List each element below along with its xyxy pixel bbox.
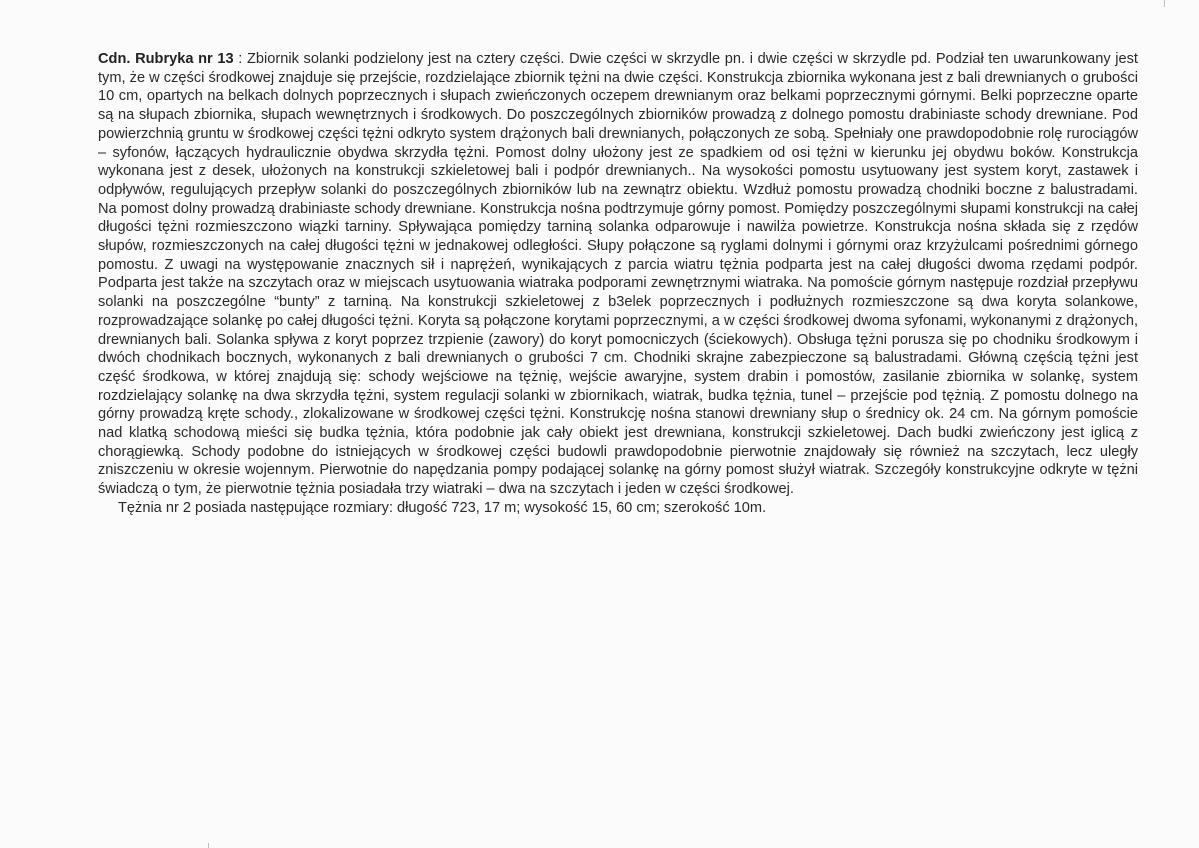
section-heading: Cdn. Rubryka nr 13 (98, 51, 234, 67)
document-text (98, 50, 1138, 518)
paragraph-body: Zbiornik solanki podzielony jest na cztery części. Dwie części w skrzydle pn. i dwie części w skrzydle pd. Podział ten uwarunkowany jest tym, że w części środkowej znajduje się przejście, rozdzielające zbiornik tężni na dwie części. Konstrukcja zbiornika wykonana jest z bali drewnianych o grubości 10 cm, opartych na belkach dolnych poprzecznych i słupach zwieńczonych oczepem drewnianym oraz belkami poprzecznymi górnymi. Belki poprzeczne oparte są na słupach zbiornika, słupach wewnętrznych i środkowych. Do poszczególnych zbiorników prowadzą z dolnego pomostu drabiniaste schody drewniane. Pod powierzchnią gruntu w środkowej części tężni odkryto system drążonych bali drewnianych, połączonych ze sobą. Spełniały one prawdopodobnie rolę rurociągów – syfonów, łączących hydraulicznie obydwa skrzydła tężni. Pomost dolny ułożony jest ze spadkiem od osi tężni w kierunku jej obydwu boków. Konstrukcja wykonana jest z desek, ułożonych na konstrukcji szkieletowej bali i podpór drewnianych.. Na wysokości pomostu usytuowany jest system koryt, zastawek i odpływów, regulujących przepływ solanki do poszczególnych zbiorników lub na zewnątrz obiektu. Wzdłuż pomostu prowadzą chodniki boczne z balustradami. Na pomost dolny prowadzą drabiniaste schody drewniane. Konstrukcja nośna podtrzymuje górny pomost. Pomiędzy poszczególnymi słupami konstrukcji na całej długości tężni rozmieszczono wiązki tarniny. Spływająca pomiędzy tarniną solanka odparowuje i nawilża powietrze. Konstrukcja nośna składa się z rzędów słupów, rozmieszczonych na całej długości tężni w jednakowej odległości. Słupy połączone są ryglami dolnymi i górnymi oraz krzyżulcami pośrednimi górnego pomostu. Z uwagi na występowanie znacznych sił i naprężeń, wynikających z parcia wiatru tężnia podparta jest na całej długości dwoma rzędami podpór. Podparta jest także na szczytach oraz w miejscach usytuowania wiatraka podporami zewnętrznymi wiatraka. Na pomoście górnym następuje rozdział przepływu solanki na poszczególne “bunty” z tarniną. Na konstrukcji szkieletowej z b3elek poprzecznych i podłużnych rozmieszczone są dwa koryta solankowe, rozprowadzające solankę po całej długości tężni. Koryta są połączone korytami poprzecznymi, a w części środkowej dwoma syfonami, wykonanymi z drążonych, drewnianych bali. Solanka spływa z koryt poprzez trzpienie (zawory) do koryt pomocniczych (ściekowych). Obsługa tężni porusza się po chodniku środkowym i dwóch chodnikach bocznych, wykonanych z bali drewnianych o grubości 7 cm. Chodniki skrajne zabezpieczone są balustradami. Główną częścią tężni jest część środkowa, w której znajdują się: schody wejściowe na tężnię, wejście awaryjne, system drabin i pomostów, zasilanie zbiornika w solankę, system rozdzielający solankę na dwa skrzydła tężni, system regulacji solanki w zbiornikach, wiatrak, budka tężnia, tunel – przejście pod tężnią. Z pomostu dolnego na górny prowadzą kręte schody., zlokalizowane w środkowej części tężni. Konstrukcję nośna stanowi drewniany słup o średnicy ok. 24 cm. Na górnym pomoście nad klatką schodową mieści się budka tężnia, która podobnie jak cały obiekt jest drewniana, konstrukcji szkieletowej. Dach budki zwieńczony jest iglicą z chorągiewką. Schody podobne do istniejących w środkowej części budowli prawdopodobnie pierwotnie znajdowały się również na szczytach, lecz uległy zniszczeniu w okresie wojennym. Pierwotnie do napędzania pompy podającej solankę na górny pomost służył wiatrak. Szczegóły konstrukcyjne odkryte w tężni świadczą o tym, że pierwotnie tężnia posiadała trzy wiatraki – dwa na szczytach i jeden w części środkowej. (98, 51, 1138, 498)
main-paragraph (98, 50, 1138, 499)
scan-edge-mark (1164, 0, 1165, 7)
heading-separator: : (233, 51, 247, 67)
scan-edge-mark (208, 843, 209, 848)
dimensions-paragraph: Tężnia nr 2 posiada następujące rozmiary: długość 723, 17 m; wysokość 15, 60 cm; szerokość 10m. (118, 499, 767, 516)
